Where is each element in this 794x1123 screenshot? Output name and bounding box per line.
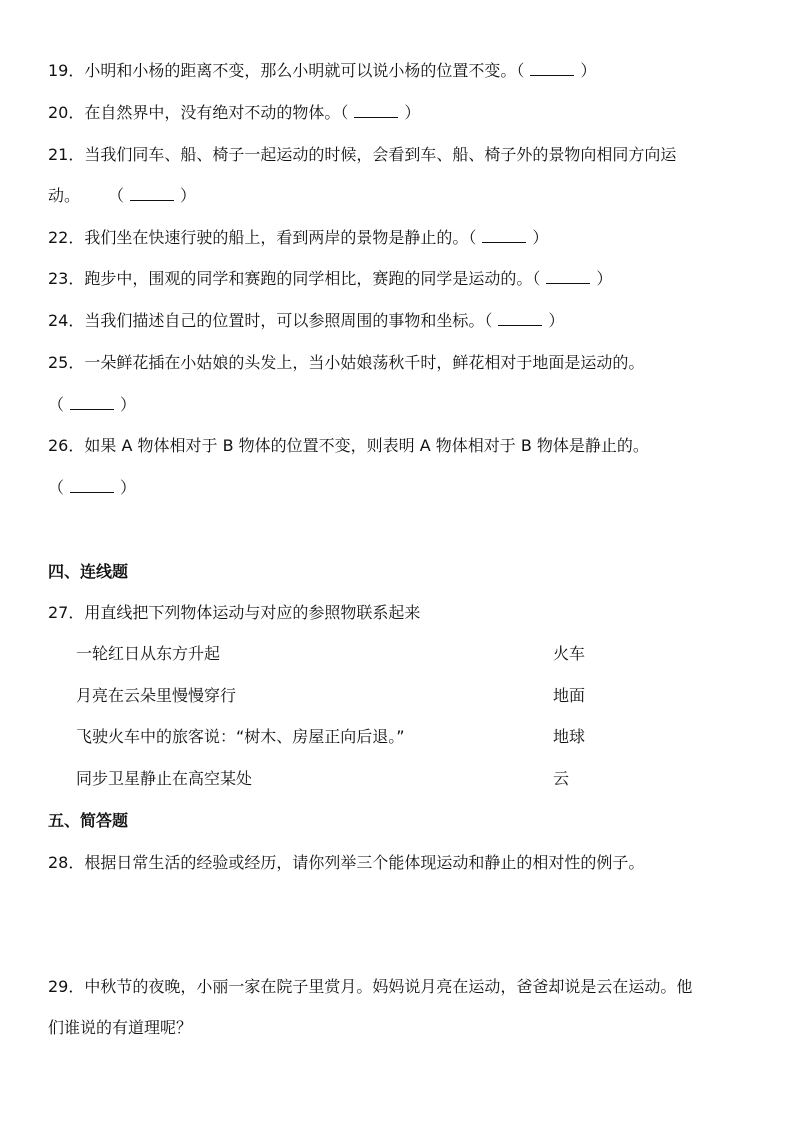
- answer-blank[interactable]: [354, 103, 398, 118]
- answer-blank[interactable]: [546, 269, 590, 284]
- question-27: 27．用直线把下列物体运动与对应的参照物联系起来: [48, 603, 421, 622]
- question-20: 20．在自然界中，没有绝对不动的物体。（ ）: [48, 103, 421, 122]
- match-right-item[interactable]: 火车: [553, 644, 586, 663]
- answer-blank[interactable]: [70, 395, 114, 410]
- question-21: 21．当我们同车、船、椅子一起运动的时候，会看到车、船、椅子外的景物向相同方向运: [48, 145, 677, 164]
- question-29: 29．中秋节的夜晚，小丽一家在院子里赏月。妈妈说月亮在运动，爸爸却说是云在运动。他: [48, 977, 693, 996]
- answer-blank[interactable]: [130, 186, 174, 201]
- question-24: 24．当我们描述自己的位置时，可以参照周围的事物和坐标。（ ）: [48, 311, 565, 330]
- question-29-continued: 们谁说的有道理呢？: [48, 1018, 193, 1037]
- question-28: 28．根据日常生活的经验或经历，请你列举三个能体现运动和静止的相对性的例子。: [48, 853, 645, 872]
- question-26: 26．如果 A 物体相对于 B 物体的位置不变，则表明 A 物体相对于 B 物体是静止的。: [48, 436, 649, 455]
- match-right-item[interactable]: 地面: [553, 686, 586, 705]
- answer-blank[interactable]: [498, 311, 542, 326]
- match-right-item[interactable]: 地球: [553, 727, 586, 746]
- question-25-continued: （ ）: [48, 395, 137, 414]
- answer-blank[interactable]: [530, 61, 574, 76]
- section-title-short-answer: 五、简答题: [48, 811, 129, 830]
- answer-blank[interactable]: [70, 478, 114, 493]
- answer-blank[interactable]: [482, 228, 526, 243]
- question-26-continued: （ ）: [48, 478, 137, 497]
- question-23: 23．跑步中，围观的同学和赛跑的同学相比，赛跑的同学是运动的。（ ）: [48, 269, 613, 288]
- question-19: 19．小明和小杨的距离不变，那么小明就可以说小杨的位置不变。（ ）: [48, 61, 597, 80]
- question-21-continued: 动。 （ ）: [48, 186, 197, 205]
- match-left-item[interactable]: 一轮红日从东方升起: [76, 644, 221, 663]
- match-right-item[interactable]: 云: [553, 769, 570, 788]
- match-left-item[interactable]: 月亮在云朵里慢慢穿行: [76, 686, 237, 705]
- match-left-item[interactable]: 飞驶火车中的旅客说：“树木、房屋正向后退。”: [76, 727, 405, 746]
- section-title-matching: 四、连线题: [48, 562, 129, 581]
- question-22: 22．我们坐在快速行驶的船上，看到两岸的景物是静止的。（ ）: [48, 228, 549, 247]
- question-25: 25．一朵鲜花插在小姑娘的头发上，当小姑娘荡秋千时，鲜花相对于地面是运动的。: [48, 353, 645, 372]
- match-left-item[interactable]: 同步卫星静止在高空某处: [76, 769, 253, 788]
